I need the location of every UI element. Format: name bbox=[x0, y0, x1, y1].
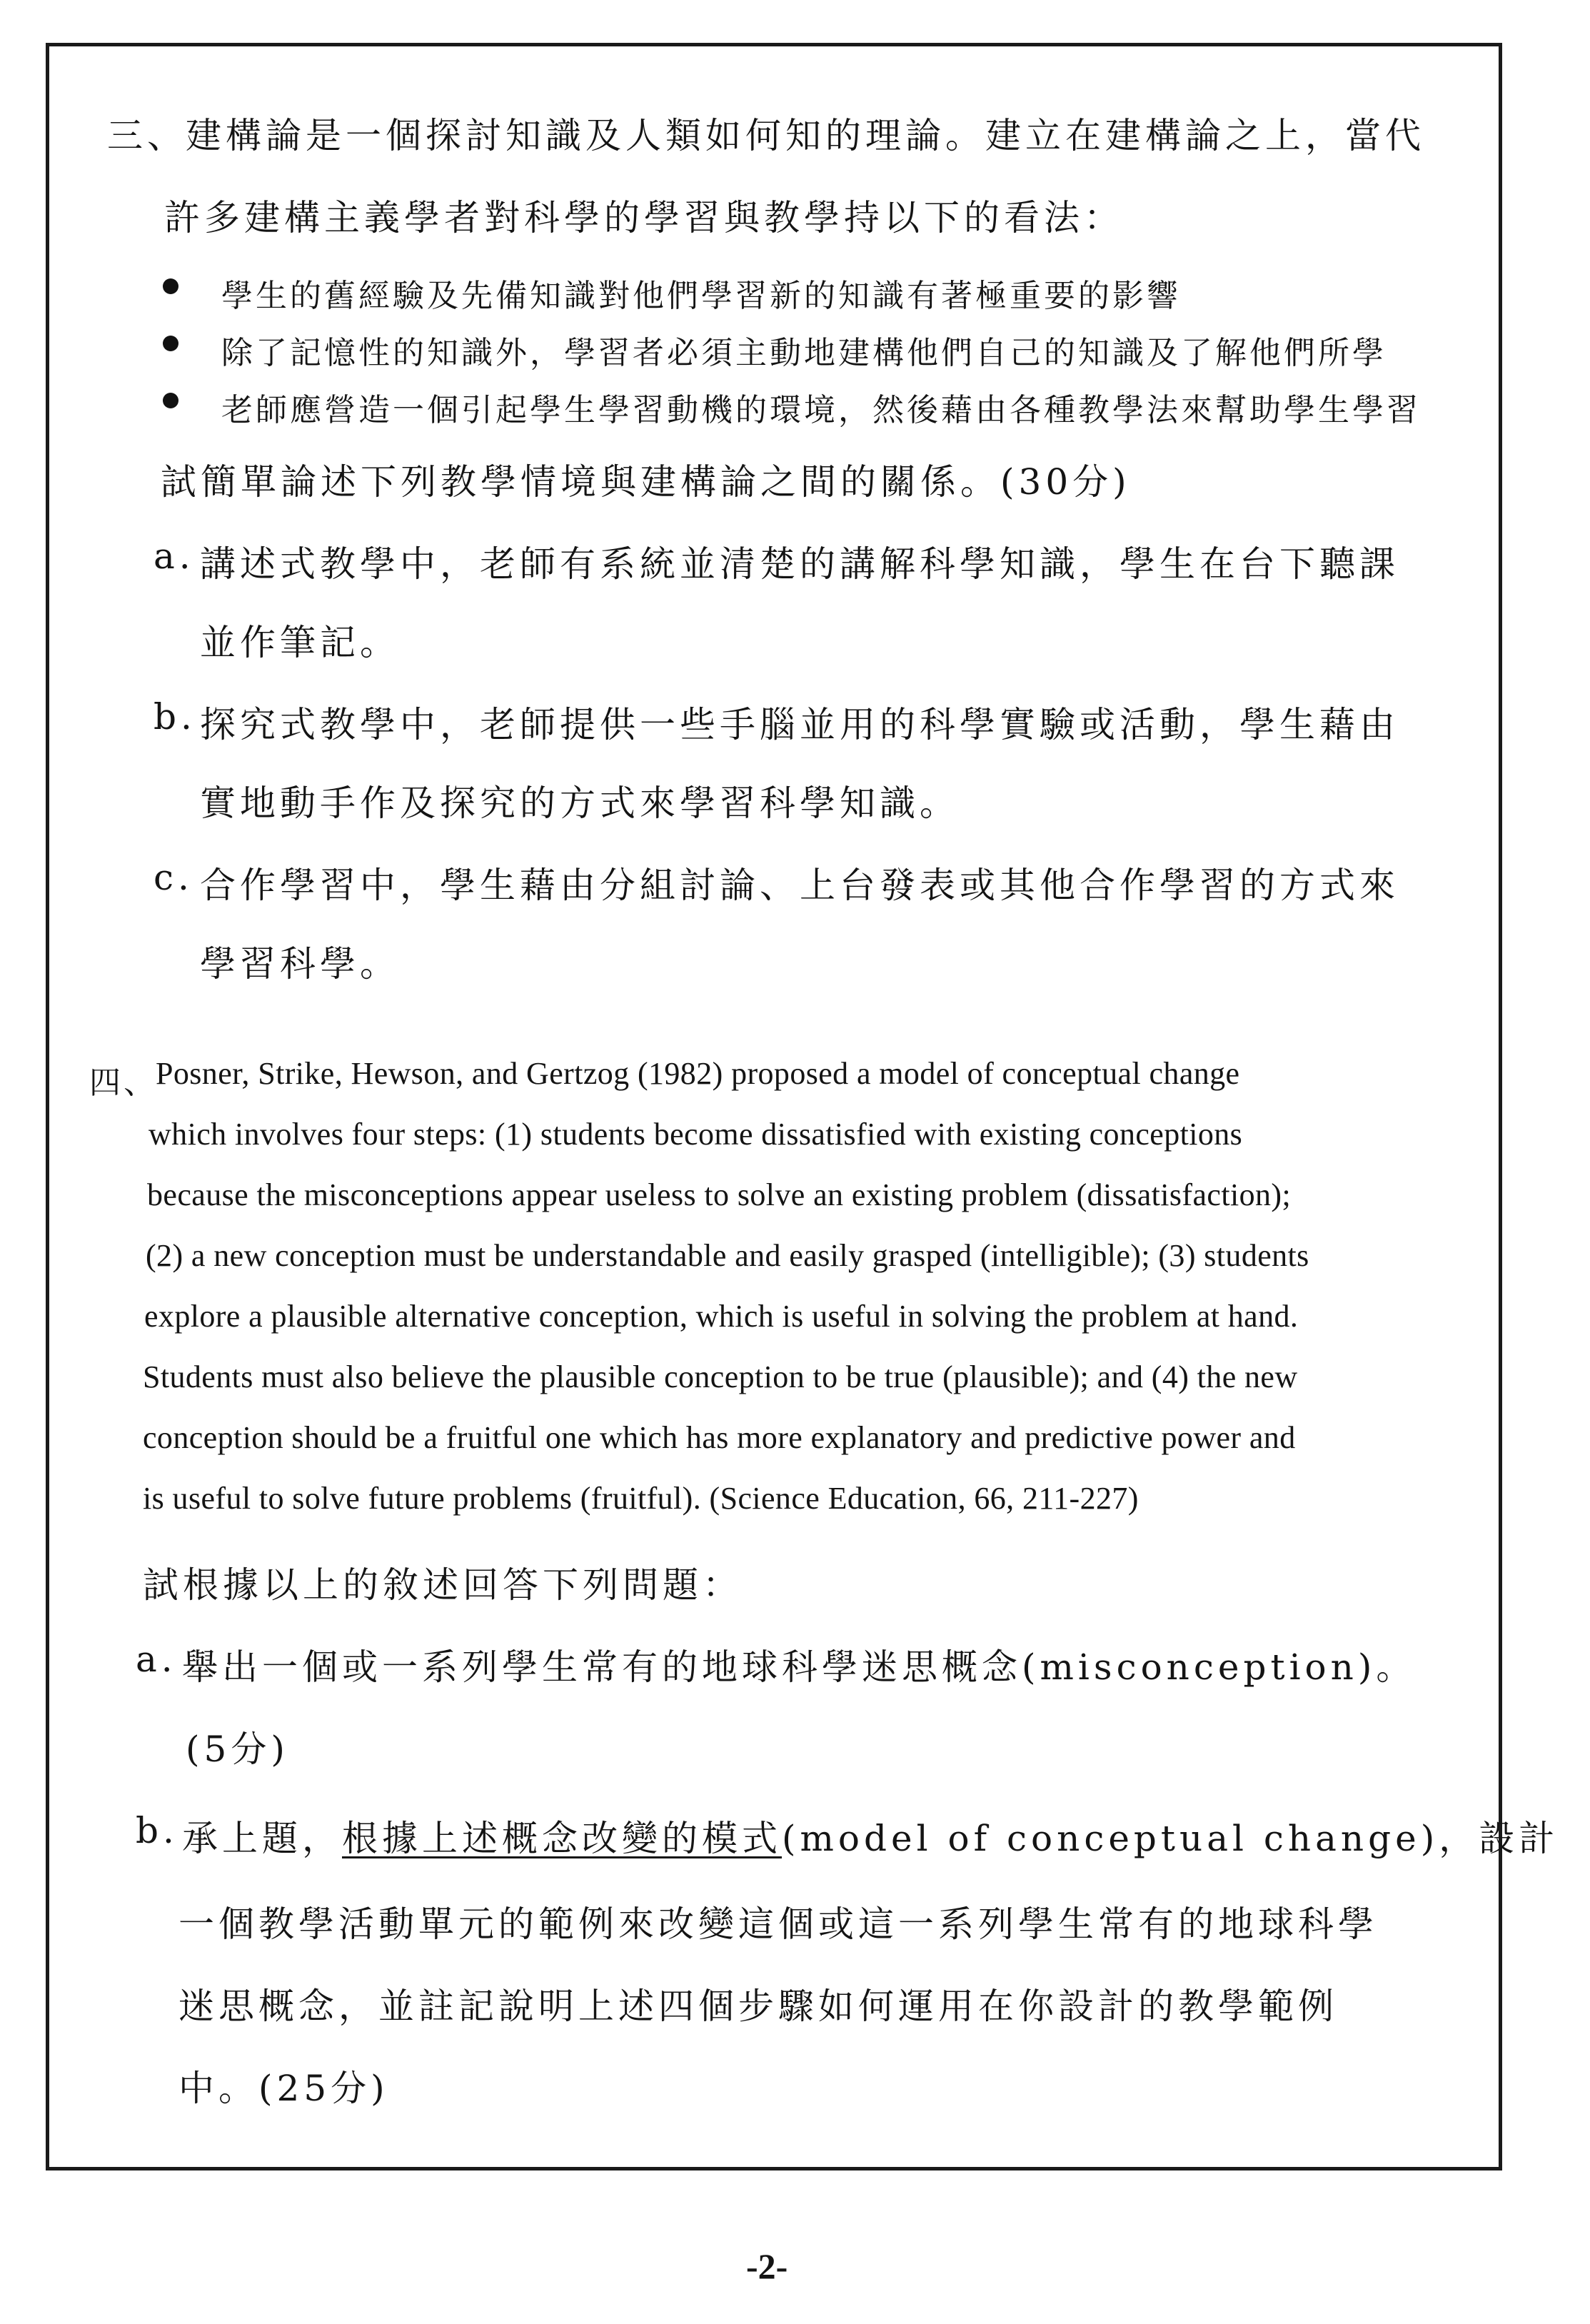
q3-marker: 三、 bbox=[107, 115, 187, 156]
q4-passage-line2: which involves four steps: (1) students become dissatisfied with existing conceptions bbox=[149, 1117, 1243, 1152]
q3-bullet-3: 老師應營造一個引起學生學習動機的環境，然後藉由各種教學法來幫助學生學習 bbox=[221, 392, 1421, 428]
bullet-dot bbox=[163, 336, 178, 351]
q3-intro-line2: 許多建構主義學者對科學的學習與教學持以下的看法： bbox=[164, 197, 1124, 238]
q4-passage-line4: (2) a new conception must be understandable and easily grasped (intelligible); (3) students bbox=[146, 1238, 1309, 1273]
q4-item-b-line3: 迷思概念，並註記說明上述四個步驟如何運用在你設計的教學範例 bbox=[178, 1986, 1338, 2027]
q3-item-a-label: a. bbox=[154, 535, 195, 577]
q3-bullet-1: 學生的舊經驗及先備知識對他們學習新的知識有著極重要的影響 bbox=[221, 278, 1181, 314]
q4-item-b-line4: 中。(25分) bbox=[178, 2068, 389, 2109]
q3-item-c-line1: 合作學習中，學生藉由分組討論、上台發表或其他合作學習的方式來 bbox=[200, 865, 1399, 906]
q4-item-a-line2: (5分) bbox=[186, 1729, 289, 1770]
q4-passage-line7: conception should be a fruitful one which has more explanatory and predictive power and bbox=[143, 1420, 1296, 1455]
q3-item-b-label: b. bbox=[154, 696, 196, 738]
bullet-dot bbox=[163, 278, 178, 294]
q4-item-a-line1: 舉出一個或一系列學生常有的地球科學迷思概念(misconception)。 bbox=[182, 1646, 1417, 1688]
q4-item-b-underlined: 根據上述概念改變的模式 bbox=[342, 1818, 782, 1859]
q3-item-c-label: c. bbox=[154, 857, 193, 898]
q4-passage-line8: is useful to solve future problems (fruitful). (Science Education, 66, 211-227) bbox=[143, 1481, 1139, 1516]
page-number: -2- bbox=[746, 2246, 788, 2286]
q4-passage-line1: Posner, Strike, Hewson, and Gertzog (1982) proposed a model of conceptual change bbox=[156, 1056, 1240, 1091]
q3-prompt: 試簡單論述下列教學情境與建構論之間的關係。(30分) bbox=[161, 461, 1131, 503]
q3-item-c-line2: 學習科學。 bbox=[200, 943, 400, 985]
q4-item-b-line2: 一個教學活動單元的範例來改變這個或這一系列學生常有的地球科學 bbox=[178, 1903, 1378, 1945]
q4-item-b-line1-pre: 承上題， bbox=[182, 1818, 342, 1859]
q4-item-b-line1 bbox=[182, 1810, 1559, 1861]
q4-item-b-label: b. bbox=[136, 1810, 178, 1851]
q4-item-b-line1-post: (model of conceptual change)，設計 bbox=[782, 1818, 1559, 1859]
q3-item-a-line1: 講述式教學中，老師有系統並清楚的講解科學知識，學生在台下聽課 bbox=[200, 543, 1399, 585]
bullet-dot bbox=[163, 393, 178, 408]
q4-prompt: 試根據以上的敘述回答下列問題： bbox=[143, 1564, 743, 1606]
q4-passage-line3: because the misconceptions appear useless to solve an existing problem (dissatisfaction); bbox=[147, 1177, 1292, 1212]
q3-intro-line1: 建構論是一個探討知識及人類如何知的理論。建立在建構論之上，當代 bbox=[186, 115, 1425, 156]
q3-item-a-line2: 並作筆記。 bbox=[200, 622, 400, 663]
q4-passage-line6: Students must also believe the plausible conception to be true (plausible); and (4) the new bbox=[143, 1359, 1298, 1394]
q4-marker: 四、 bbox=[89, 1065, 158, 1101]
q4-passage-line5: explore a plausible alternative conception, which is useful in solving the problem at hand. bbox=[144, 1299, 1299, 1334]
q4-item-a-label: a. bbox=[136, 1639, 177, 1680]
q3-bullet-2: 除了記憶性的知識外，學習者必須主動地建構他們自己的知識及了解他們所學 bbox=[221, 335, 1387, 371]
q3-item-b-line2: 實地動手作及探究的方式來學習科學知識。 bbox=[200, 783, 960, 824]
q3-item-b-line1: 探究式教學中，老師提供一些手腦並用的科學實驗或活動，學生藉由 bbox=[200, 704, 1399, 745]
